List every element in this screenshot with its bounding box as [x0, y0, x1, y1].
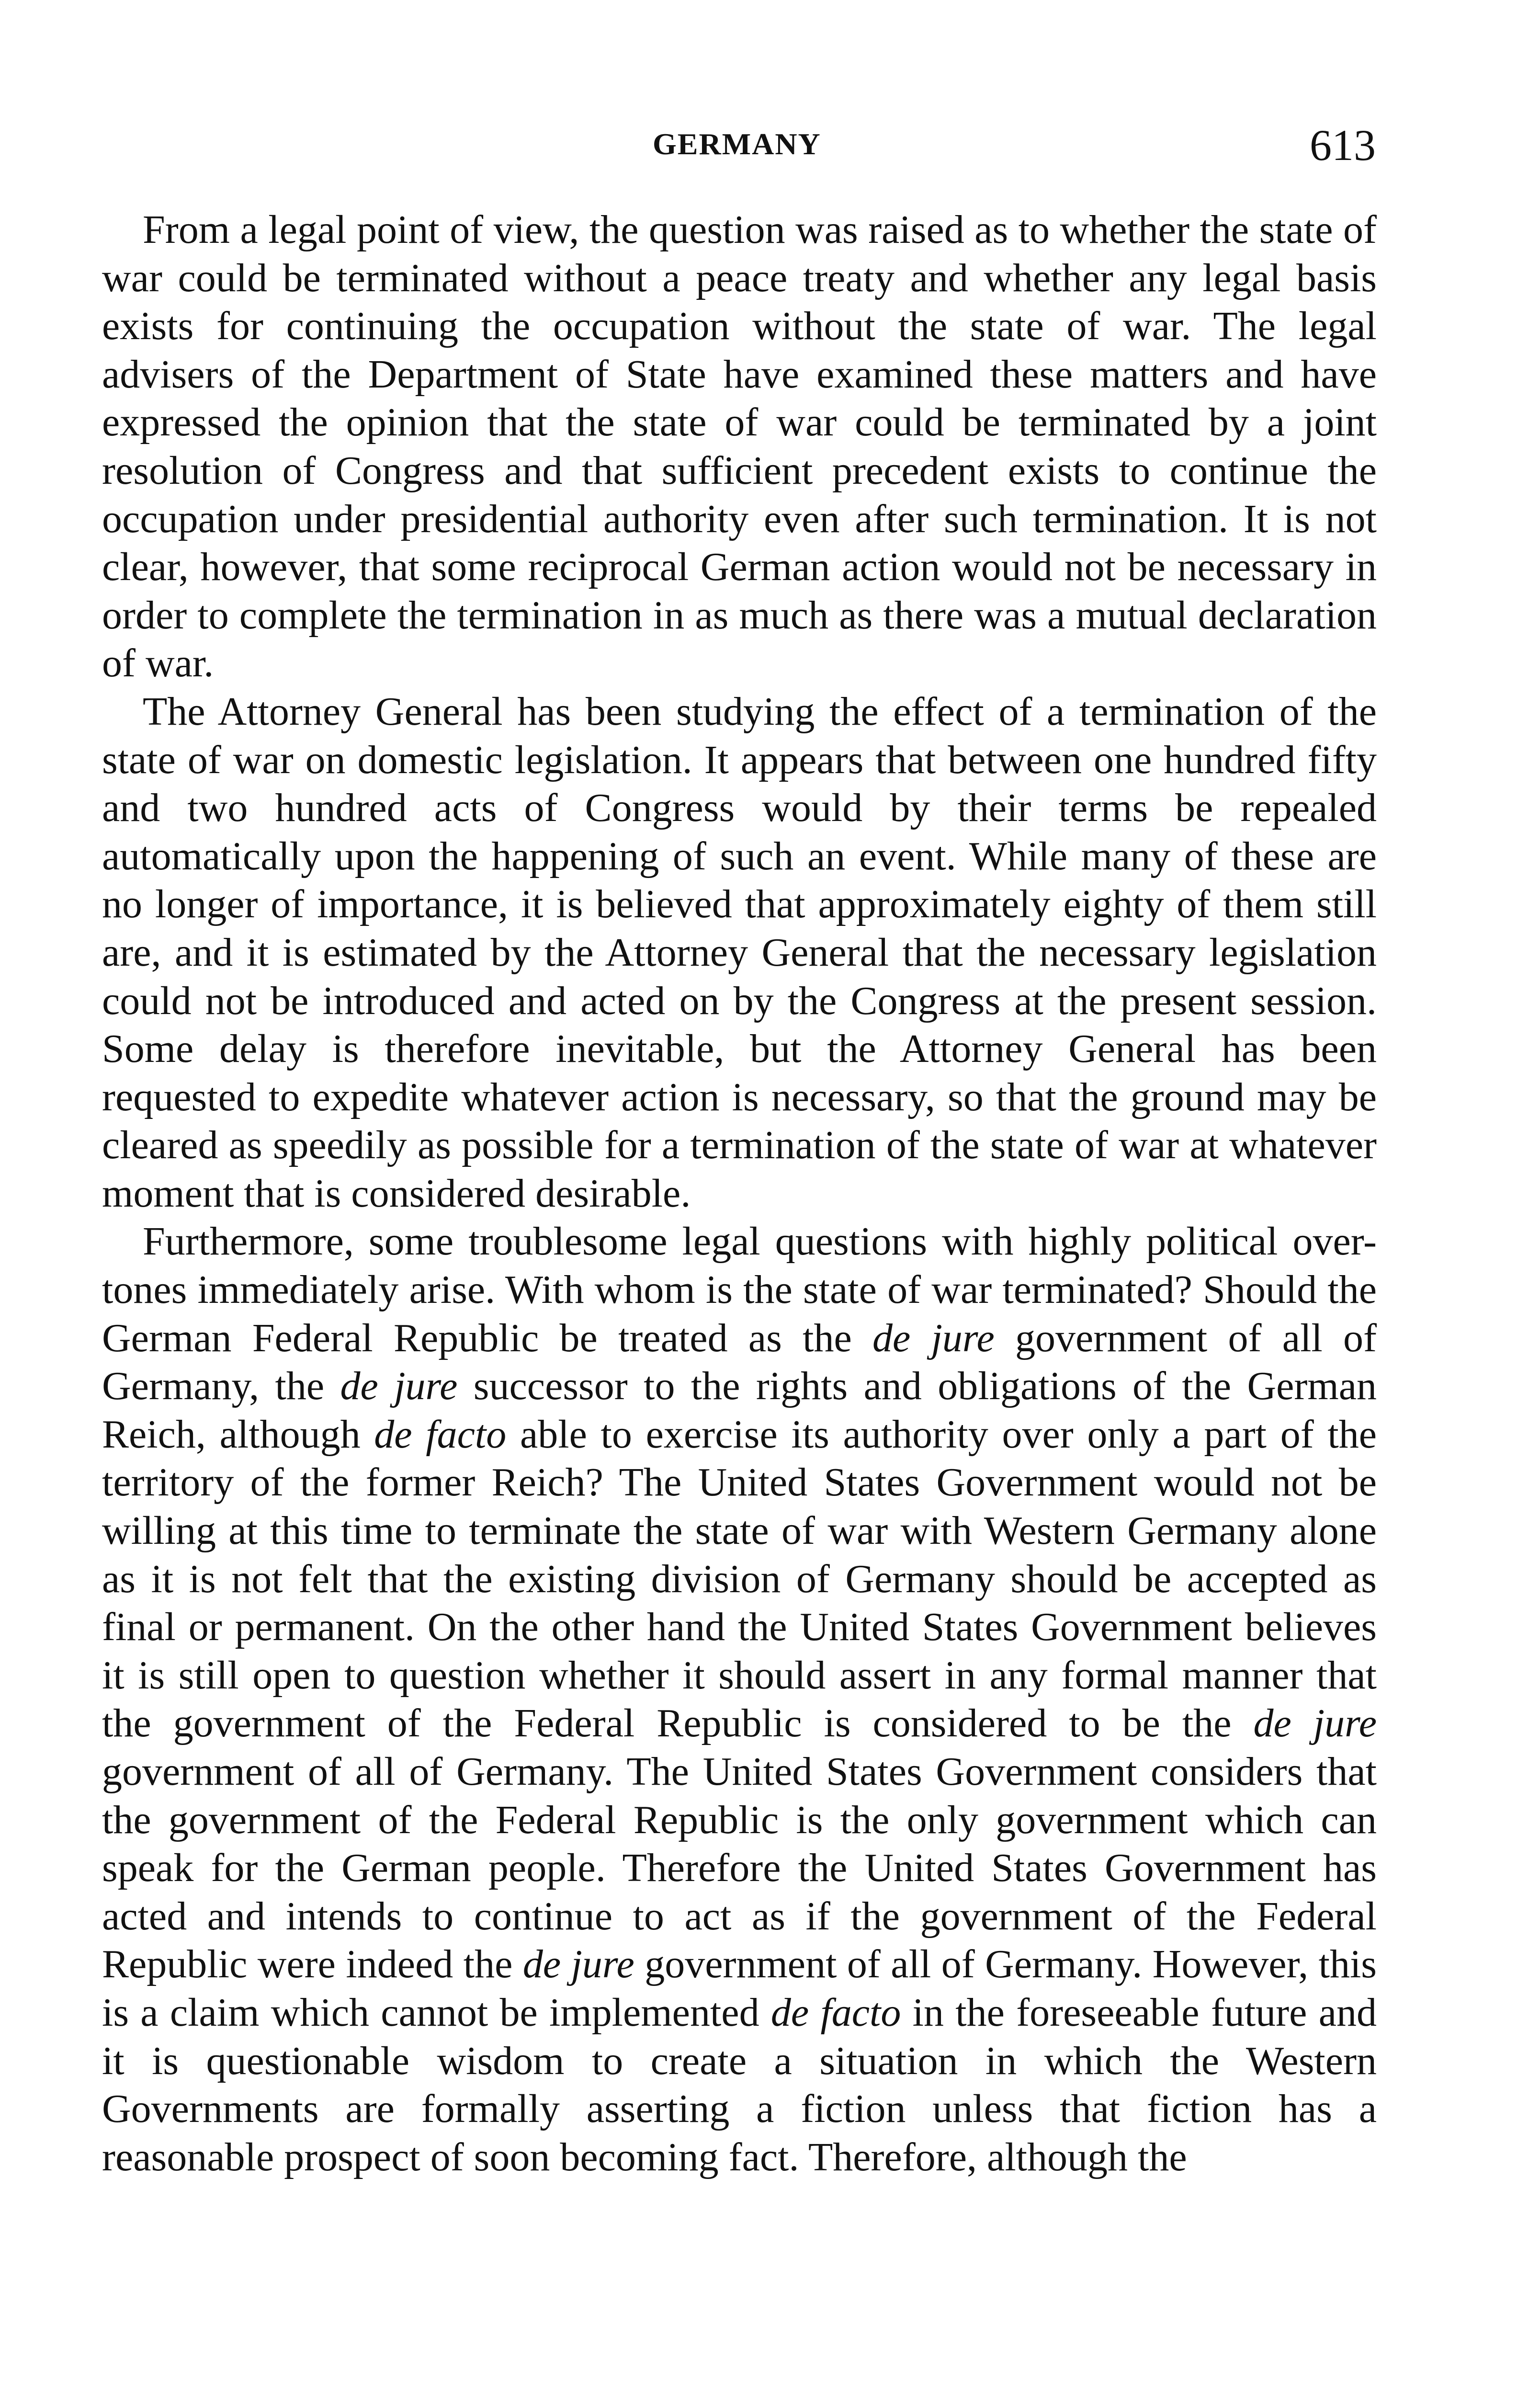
- page-number: 613: [1310, 121, 1376, 170]
- italic-term: de facto: [374, 1412, 507, 1457]
- text-run: From a legal point of view, the question was raised as to whether the state of war could be terminated without a peace treaty and whether any legal basis exists for continuing the occupation without the state of war. The legal advisers of the Department of State have examined these matters and have expressed the opinion that the state of war could be terminated by a joint resolution of Congress and that sufficient precedent exists to continue the occupation under presidential authority even after such termination. It is not clear, however, that some reciprocal German action would not be necessary in order to complete the termination in as much as there was a mutual declaration of war.: [102, 207, 1377, 686]
- text-run: able to exercise its authority over only a part of the territory of the former Reich? The United States Government would not be willing at this time to terminate the state of war with Western Germany alone as it is not felt that the existing division of Germany should be accepted as final or permanent. On the other hand the United States Government believes it is still open to question whether it should assert in any formal manner that the government of the Federal Republic is considered to be the: [102, 1412, 1377, 1746]
- italic-term: de jure: [872, 1315, 995, 1360]
- text-run: The Attorney General has been studying the effect of a termination of the state of war on domestic legislation. It appears that between one hundred fifty and two hundred acts of Congress would by their terms be repealed automatically upon the happening of such an event. While many of these are no longer of importance, it is believed that approximately eighty of them still are, and it is estimated by the Attorney General that the necessary legislation could not be introduced and acted on by the Congress at the present session. Some delay is therefore inevitable, but the Attorney General has been requested to expedite whatever action is necessary, so that the ground may be cleared as speedily as possible for a termination of the state of war at whatever moment that is considered desirable.: [102, 689, 1377, 1216]
- paragraph: [102, 1218, 1377, 2181]
- italic-term: de jure: [1253, 1701, 1377, 1746]
- text-run: government of all of Germany, the: [102, 1315, 1377, 1409]
- text-run: in the foreseeable future and it is questionable wisdom to create a situation in which the Western Governments are formally asserting a fiction unless that fiction has a reasonable prospect of soon becoming fact. Therefore, although the: [102, 1990, 1377, 2179]
- text-run: government of all of Germany. However, this is a claim which cannot be implemented: [102, 1942, 1377, 2035]
- text-run: Furthermore, some troublesome legal questions with highly political over-tones immediately arise. With whom is the state of war terminated? Should the German Federal Republic be treated as the: [102, 1219, 1377, 1360]
- italic-term: de jure: [340, 1364, 458, 1409]
- running-header: [102, 120, 1376, 177]
- italic-term: de facto: [770, 1990, 901, 2035]
- body-text: [102, 206, 1377, 2181]
- italic-term: de jure: [522, 1942, 634, 1987]
- text-run: government of all of Germany. The United States Government considers that the government of the Federal Republic is the only government which can speak for the German people. Therefore the United States Government has acted and intends to continue to act as if the government of the Federal Republic were indeed the: [102, 1749, 1377, 1987]
- paragraph: [102, 688, 1377, 1218]
- text-run: successor to the rights and obligations of the German Reich, although: [102, 1364, 1377, 1457]
- header-title: GERMANY: [653, 127, 821, 161]
- paragraph: [102, 206, 1377, 688]
